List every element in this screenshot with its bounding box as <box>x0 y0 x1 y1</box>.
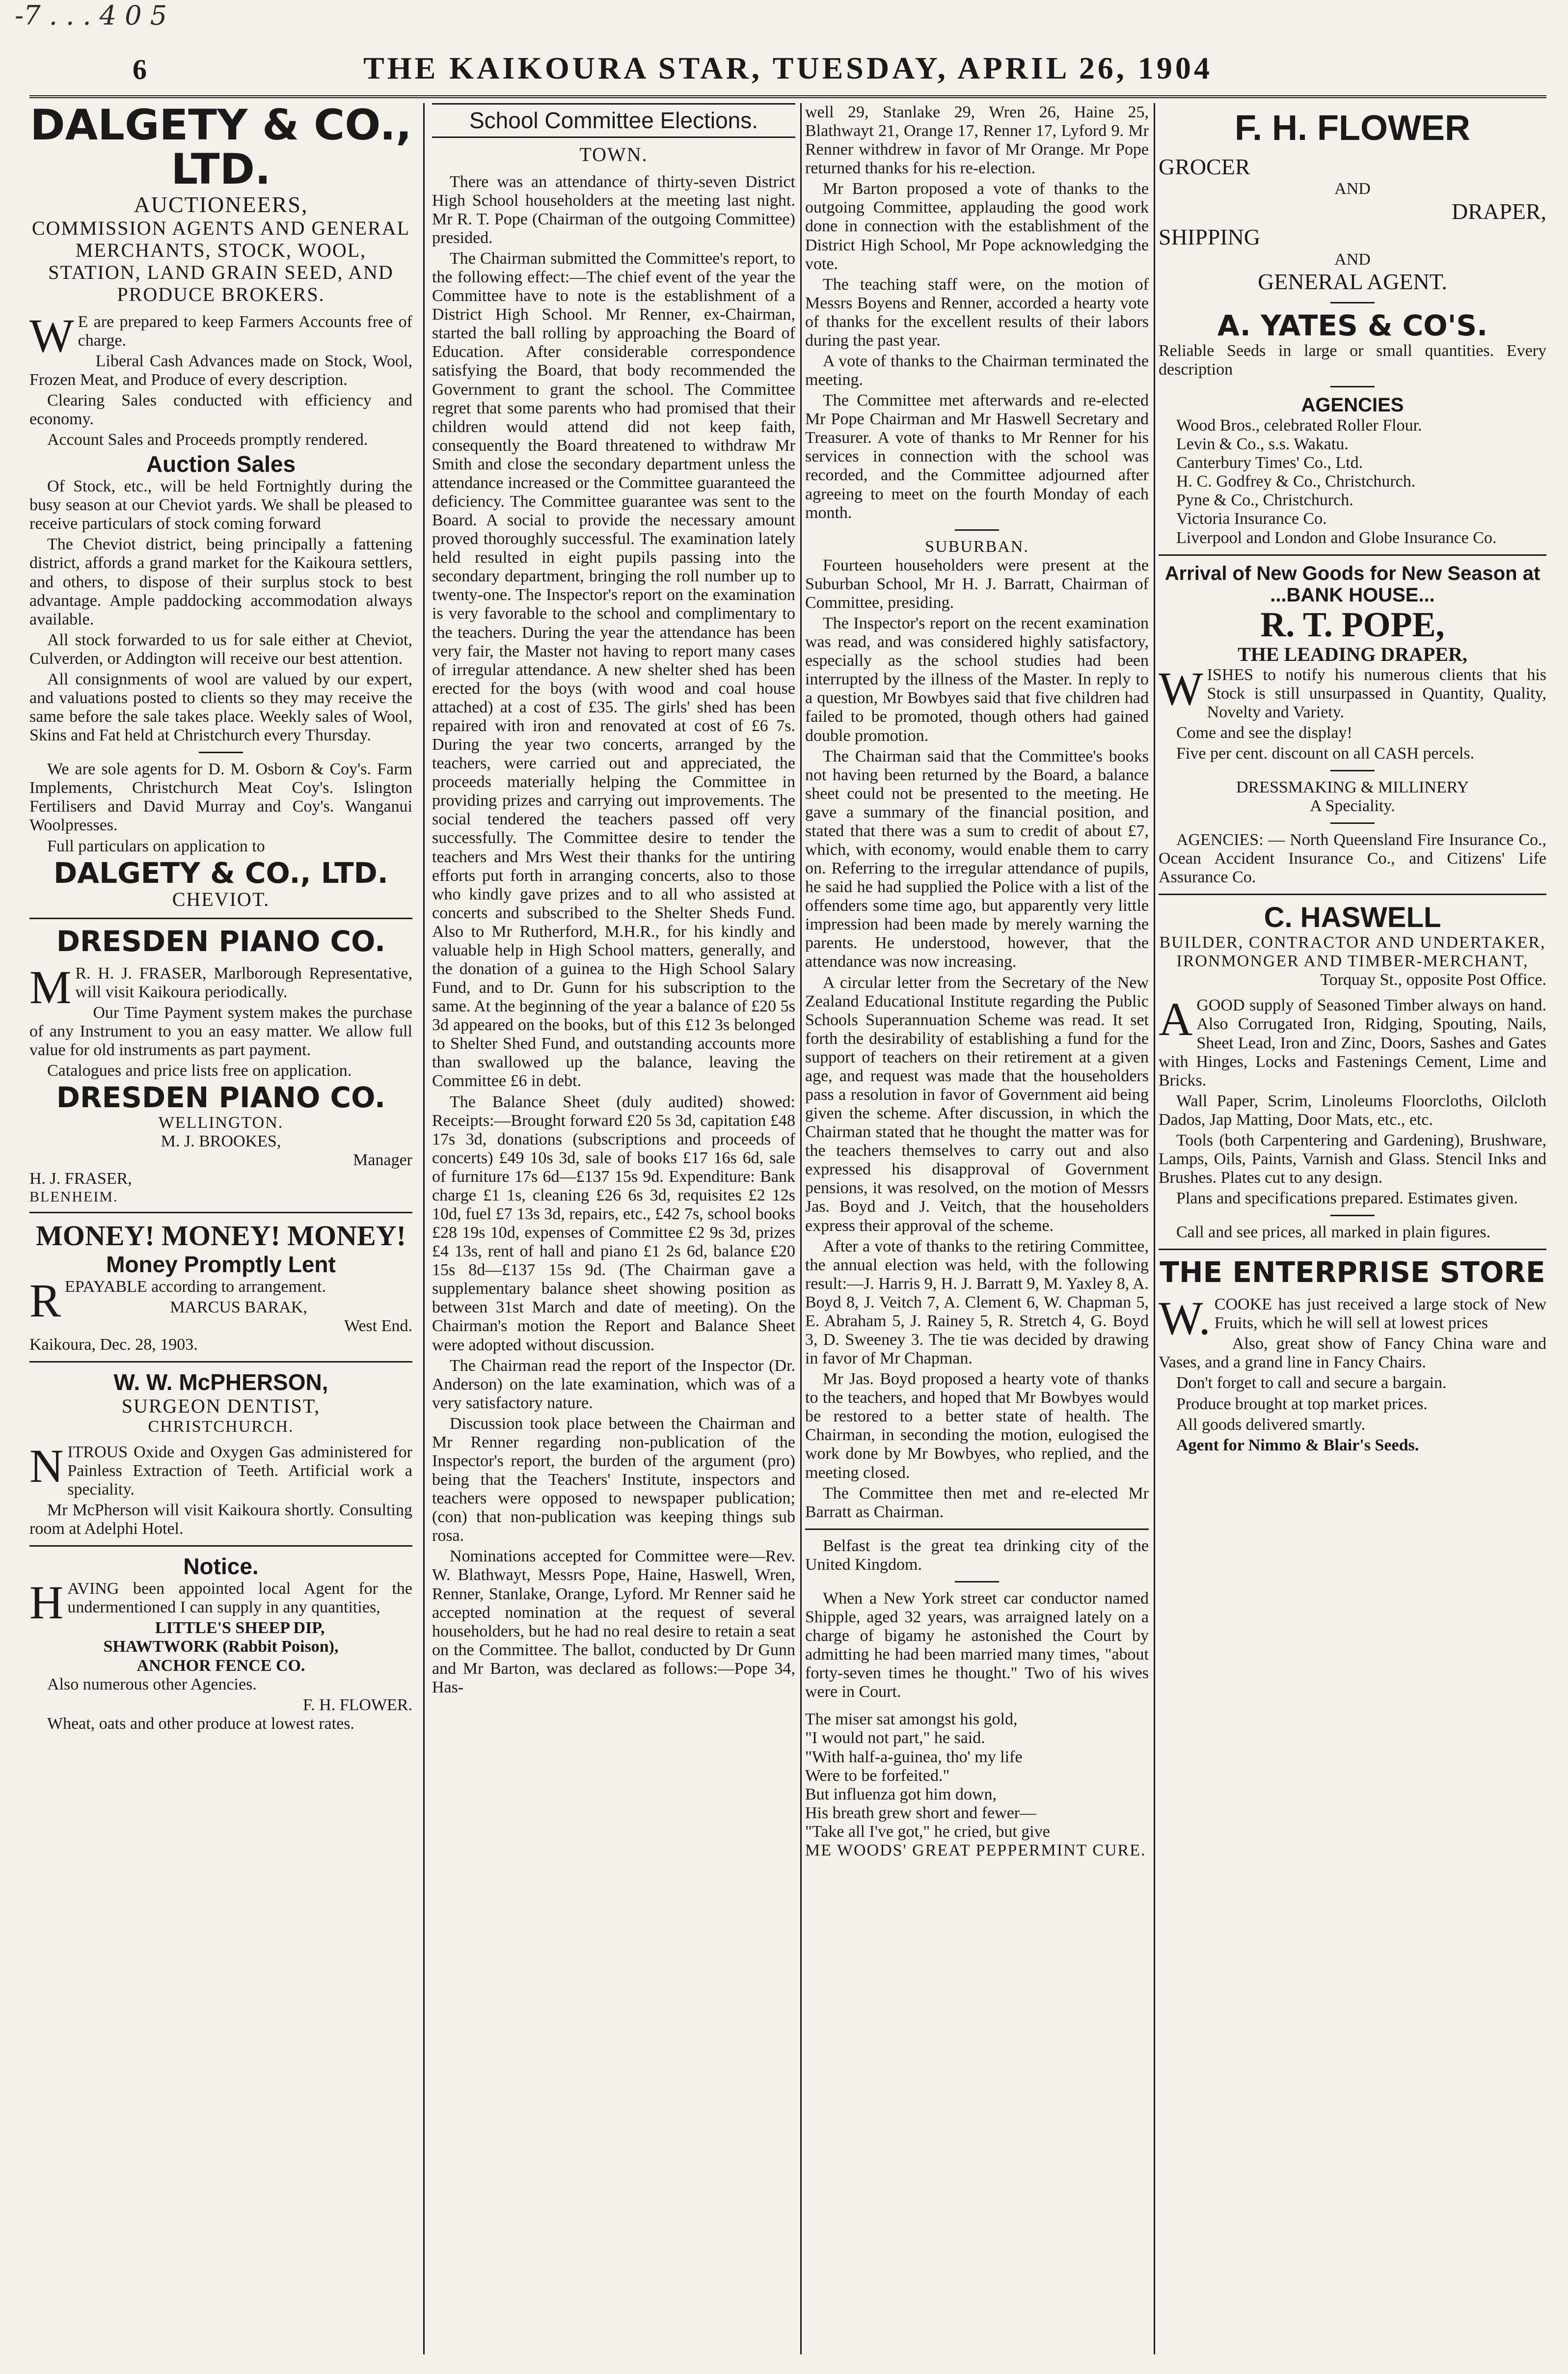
belfast-item: Belfast is the great tea drinking city of the United Kingdom. <box>805 1536 1149 1574</box>
apply-line: Full particulars on application to <box>47 837 265 855</box>
auction-para: All stock forwarded to us for sale either at Cheviot, Culverden, or Addington will receive our best attention. <box>29 630 412 668</box>
flower-line: GROCER <box>1159 154 1250 179</box>
agents-para: We are sole agents for D. M. Osborn & Coy's. Farm Implements, Christchurch Meat Coy's. Islington Fertilisers and David Murray and Coy's. Wanganui Woolpresses. <box>29 760 412 835</box>
flower-line: GENERAL AGENT. <box>1258 269 1447 295</box>
notice-item: SHAWTWORK (Rabbit Poison), <box>103 1637 339 1656</box>
enterprise-para: Agent for Nimmo & Blair's Seeds. <box>1176 1436 1419 1454</box>
flower-line: DRAPER, <box>1452 198 1546 224</box>
money-sub: Money Promptly Lent <box>106 1251 336 1277</box>
article-para: The Chairman said that the Committee's books not having been returned by the Board, a balance sheet could not be presented to the meeting. He gave a summary of the financial position, and stated that there was a sum to credit of about £7, which, with economy, would enable them to carry on. Referring to the irregular attendance of pupils, he said he had supplied the Police with a list of the offenders some time ago, but apparently very little impression had been made by merely warning the parents. He understood, however, that the attendance was now increasing. <box>805 747 1149 971</box>
article-para: well 29, Stanlake 29, Wren 26, Haine 25, Blathwayt 21, Orange 17, Renner 17, Lyford 9. Mr Renner withdrew in favor of Mr Orange. Mr Pope returned thanks for his re-election. <box>805 103 1149 178</box>
mcpherson-title: SURGEON DENTIST, <box>121 1395 321 1418</box>
newyork-item: When a New York street car conductor named Shipple, aged 32 years, was arraigned lately on a charge of bigamy he astonished the Court by admitting he had been married many times, "about forty-seven times he thought." Two of his wives were in Court. <box>805 1589 1149 1701</box>
notice-item: LITTLE'S SHEEP DIP, <box>155 1619 325 1637</box>
auction-heading: Auction Sales <box>146 451 296 477</box>
pope-name: R. T. POPE, <box>1260 605 1445 645</box>
column-divider <box>1154 103 1155 2354</box>
column-1 <box>29 103 412 2359</box>
money-heading: MONEY! MONEY! MONEY! <box>36 1220 406 1252</box>
column-4 <box>1159 103 1546 2359</box>
mcpherson-para: Mr McPherson will visit Kaikoura shortly. Consulting room at Adelphi Hotel. <box>29 1501 412 1538</box>
article-para: A circular letter from the Secretary of the New Zealand Educational Institute regarding the Public Schools Superannuation Scheme was read. It set forth the desirability of establishing a fund for the support of teachers on their retirement at a given age, and request was made that the householders pass a resolution in favor of Government aid being given the scheme. After discussion, in which the Chairman stated that he thought the matter was for the teachers themselves to carry out and also expressed his disapproval of Government pensions, it was resolved, on the motion of Messrs Jas. Boyd and J. Veitch, that the householders express their approval of the scheme. <box>805 973 1149 1235</box>
notice-signature: F. H. FLOWER. <box>302 1695 412 1714</box>
poem-line: Were to be forfeited." <box>805 1766 950 1785</box>
poem-line: "I would not part," he said. <box>805 1729 985 1747</box>
haswell-para: Call and see prices, all marked in plain figures. <box>1176 1223 1491 1242</box>
enterprise-para: Don't forget to call and secure a bargain. <box>1176 1374 1447 1392</box>
article-para: Nominations accepted for Committee were—Rev. W. Blathwayt, Messrs Pope, Haine, Haswell, Wren, Renner, Stanlake, Orange, Lyford. Mr Renner said he accepted nomination at the request of several householders, but he had no real desire to retain a seat on the Committee. The ballot, conducted by Dr Gunn and Mr Barton, was declared as follows:—Pope 34, Has- <box>432 1547 795 1696</box>
article-para: The Inspector's report on the recent examination was read, and was considered highly satisfactory, especially as the school studies had been interrupted by the illness of the Master. In reply to a question, Mr Bowbyes said that five children had failed to be promoted, though others had gained double promotion. <box>805 614 1149 745</box>
dresden-para: MR. H. J. FRASER, Marlborough Representative, will visit Kaikoura periodically. <box>29 960 412 1013</box>
dresden-name-footer: DRESDEN PIANO CO. <box>56 1081 386 1115</box>
agency-item: Pyne & Co., Christchurch. <box>1176 491 1353 510</box>
dresden-para: Catalogues and price lists free on application. <box>47 1062 352 1080</box>
dresden-para: Our Time Payment system makes the purchase of any Instrument to you an easy matter. We allow full value for old instruments as part payment. <box>29 1004 412 1060</box>
article-subheading: SUBURBAN. <box>925 537 1029 556</box>
agency-item: Levin & Co., s.s. Wakatu. <box>1176 435 1349 454</box>
poem-line: "Take all I've got," he cried, but give <box>805 1822 1050 1841</box>
enterprise-para: Also, great show of Fancy China ware and Vases, and a grand line in Fancy Chairs. <box>1159 1335 1546 1372</box>
agency-item: Liverpool and London and Globe Insurance Co. <box>1176 528 1497 547</box>
manager-title: Manager <box>353 1151 412 1170</box>
haswell-line: Torquay St., opposite Post Office. <box>1320 971 1546 989</box>
money-para: REPAYABLE according to arrangement. <box>29 1274 326 1327</box>
enterprise-para: Produce brought at top market prices. <box>1176 1394 1428 1413</box>
flower-line: SHIPPING <box>1159 224 1261 250</box>
article-para: Discussion took place between the Chairman and Mr Renner regarding non-publication of the Inspector's report, the burden of the argument (pro) being that the Teachers' Institute, inspectors and teachers were opposed to newspaper publication; (con) that non-publication was keeping things sub rosa. <box>432 1414 795 1545</box>
article-para: The Committee met afterwards and re-elected Mr Pope Chairman and Mr Haswell Secretary and Treasurer. A vote of thanks to Mr Renner for his services in connection with the school was recorded, and the Committee adjourned after agreeing to meet on the fourth Monday of each month. <box>805 391 1149 522</box>
enterprise-para: W.COOKE has just received a large stock of New Fruits, which he will sell at lowest prices <box>1159 1292 1546 1345</box>
article-para: There was an attendance of thirty-seven District High School householders at the meeting last night. Mr R. T. Pope (Chairman of the outgoing Committee) presided. <box>432 172 795 247</box>
auction-para: Of Stock, etc., will be held Fortnightly during the busy season at our Cheviot yards. We shall be pleased to receive particulars of stock coming forward <box>29 477 412 533</box>
article-para: The Committee then met and re-elected Mr Barratt as Chairman. <box>805 1484 1149 1521</box>
flower-line: AND <box>1334 250 1371 269</box>
poem-line: But influenza got him down, <box>805 1785 997 1803</box>
money-sig-name: MARCUS BARAK, <box>170 1298 307 1316</box>
dalgety-name-footer: DALGETY & CO., LTD. <box>54 856 388 890</box>
notice-item: ANCHOR FENCE CO. <box>136 1656 305 1675</box>
article-para: The Chairman submitted the Committee's report, to the following effect:—The chief event of the year the Committee have to note is the establishment of a District High School. Mr Renner, ex-Chairman, started the ball rolling by approaching the Board of Education. After considerable correspondence satisfying the Board, that body recommended the Government to grant the school. The Committee regret that some parents who had promised that their children would attend did not keep faith, consequently the Board threatened to withdraw Mr Smith and close the secondary department unless the attendance increased or the Committee guaranteed the deficiency. The Committee guarantee was sent to the Board. A social to provide the necessary amount proved thoroughly successful. The examination lately held resulted in eight pupils passing into the secondary department, bringing the roll number up to twenty-one. The Inspector's report on the examination is very favorable to the school and complimentary to the teachers. During the year the attendance has been very fair, the Master not having to report many cases of irregular attendance. A new shelter shed has been erected for the boys (with wood and coal house attached) at a cost of £35. The girls' shed has been repaired with iron and renovated at cost of £6 7s. During the year two concerts, arranged by the teachers, were carried out and appreciated, the proceeds materially helping the Committee in providing prizes and carrying out improvements. The social tendered the teachers passed off very successfully. The Committee desire to tender the teachers and Mrs West their thanks for the untiring efforts put forth in arranging concerts, also to those who kindly gave prizes and to all who assisted at concerts and subscribed to the Shelter Sheds Fund. Also to Mr Rutherford, M.H.R., for his kindly and valuable help in High School matters, generally, and the donation of a guinea to the High School Salary Fund, and to Dr. Gunn for his subscription to the same. At the beginning of the year a balance of £20 5s 3d appeared on the books, but of this £12 3s belonged to Shelter Shed Fund, and outstanding accounts more than swallowed up the balance, leaving the Committee £6 in debt. <box>432 249 795 1091</box>
haswell-para: Plans and specifications prepared. Estimates given. <box>1176 1189 1518 1208</box>
haswell-para: Wall Paper, Scrim, Linoleums Floorcloths, Oilcloth Dados, Jap Matting, Door Mats, etc., etc. <box>1159 1091 1546 1129</box>
agencies-heading: AGENCIES <box>1301 394 1404 416</box>
notice-heading: Notice. <box>183 1554 259 1580</box>
money-sig-place: West End. <box>344 1317 412 1335</box>
enterprise-para: All goods delivered smartly. <box>1176 1415 1365 1434</box>
pope-tagline: THE LEADING DRAPER, <box>1238 643 1467 665</box>
pope-dress: DRESSMAKING & MILLINERY <box>1236 778 1469 796</box>
column-divider <box>423 103 425 2354</box>
column-divider <box>800 103 802 2354</box>
haswell-line: BUILDER, CONTRACTOR AND UNDERTAKER, <box>1159 933 1546 952</box>
article-heading: School Committee Elections. <box>432 103 795 138</box>
notice-para: Also numerous other Agencies. <box>47 1675 257 1693</box>
rep-name: H. J. FRASER, <box>29 1170 132 1188</box>
article-para: Mr Barton proposed a vote of thanks to the outgoing Committee, applauding the good work done in connection with the establishment of the District High School, Mr Pope acknowledging the vote. <box>805 180 1149 273</box>
masthead <box>29 39 1546 98</box>
poem-line: ME WOODS' GREAT PEPPERMINT CURE. <box>805 1841 1146 1859</box>
article-para: Mr Jas. Boyd proposed a hearty vote of thanks to the teachers, and hoped that Mr Bowbyes would be restored to a better state of health. The Chairman, in seconding the motion, eulogised the work done by Mr Bowbyes, who replied, and the meeting closed. <box>805 1370 1149 1482</box>
pope-para: WISHES to notify his numerous clients that his Stock is still unsurpassed in Quantity, Quality, Novelty and Variety. <box>1159 662 1546 721</box>
column-3 <box>805 103 1149 2359</box>
dresden-place: WELLINGTON. <box>158 1114 284 1132</box>
yates-name: A. YATES & CO'S. <box>1217 309 1488 343</box>
agency-item: H. C. Godfrey & Co., Christchurch. <box>1176 472 1416 491</box>
enterprise-name: THE ENTERPRISE STORE <box>1160 1255 1545 1289</box>
haswell-line: IRONMONGER AND TIMBER-MERCHANT, <box>1176 952 1529 971</box>
dresden-name: DRESDEN PIANO CO. <box>56 925 386 958</box>
dalgety-desc: COMMISSION AGENTS AND GENERAL MERCHANTS, STOCK, WOOL, STATION, LAND GRAIN SEED, AND PRODUCE BROKERS. <box>31 217 410 305</box>
column-2 <box>432 103 795 2359</box>
notice-para: HAVING been appointed local Agent for the undermentioned I can supply in any quantities, <box>29 1576 412 1629</box>
money-date: Kaikoura, Dec. 28, 1903. <box>29 1336 198 1354</box>
flower-line: AND <box>1334 180 1371 198</box>
dalgety-para: WE are prepared to keep Farmers Accounts free of charge. <box>29 309 412 362</box>
article-subheading: TOWN. <box>579 143 648 165</box>
article-para: The Balance Sheet (duly audited) showed: Receipts:—Brought forward £20 5s 3d, capitation £48 17s 3d, donations (subscriptions and proceeds of concerts) £49 10s 3d, sale of books £17 16s 6d, sale of furniture 17s 6d—£137 15s 9d. Expenditure: Bank charge £1 1s, cleaning £26 6s 3d, requisites £2 12s 10d, fuel £7 13s 3d, repairs, etc., £42 7s, school books £28 19s 10d, expenses of Committee £2 9s 3d, prizes £4 13s, rent of hall and piano £1 2s 6d, balance £20 15s 8d—£137 15s 9d. (The Chairman gave a supplementary balance sheet showing position as between 31st March and date of meeting). On the Chairman's motion the Report and Balance Sheet were adopted without discussion. <box>432 1092 795 1354</box>
article-para: The teaching staff were, on the motion of Messrs Boyens and Renner, accorded a hearty vote of thanks for the excellent results of their labors during the past year. <box>805 275 1149 350</box>
mcpherson-place: CHRISTCHURCH. <box>148 1417 294 1436</box>
haswell-para: Tools (both Carpentering and Gardening), Brushware, Lamps, Oils, Paints, Varnish and Glass. Stencil Inks and Brushes. Plates cut to any design. <box>1159 1131 1546 1187</box>
flower-name: F. H. FLOWER <box>1235 109 1470 148</box>
dalgety-para: Liberal Cash Advances made on Stock, Wool, Frozen Meat, and Produce of every description. <box>29 352 412 389</box>
handwritten-annotation: -7 . . . 4 0 5 <box>15 0 167 31</box>
pope-para: Come and see the display! <box>1176 723 1352 742</box>
dalgety-para: Clearing Sales conducted with efficiency and economy. <box>29 391 412 429</box>
pope-agencies: AGENCIES: — North Queensland Fire Insurance Co., Ocean Accident Insurance Co., and Citizens' Life Assurance Co. <box>1159 831 1546 887</box>
haswell-para: AGOOD supply of Seasoned Timber always on hand. Also Corrugated Iron, Ridging, Spouting, Nails, Sheet Lead, Iron and Zinc, Doors, Sashes and Gates with Hinges, Locks and Fastenings Cement, Lime and Bricks. <box>1159 993 1546 1090</box>
mcpherson-para: NITROUS Oxide and Oxygen Gas administered for Painless Extraction of Teeth. Artificial work a speciality. <box>29 1439 412 1499</box>
article-para: After a vote of thanks to the retiring Committee, the annual election was held, with the following result:—J. Harris 9, H. J. Barratt 9, M. Yaxley 8, A. Boyd 8, J. Veitch 7, A. Clement 6, W. Chapman 5, E. Abraham 5, J. Rainey 5, R. Stretch 4, G. Boyd 3, D. Sweeney 3. The tie was decided by drawing in favor of Mr Chapman. <box>805 1237 1149 1368</box>
pope-speciality: A Speciality. <box>1310 797 1395 816</box>
article-para: A vote of thanks to the Chairman terminated the meeting. <box>805 352 1149 389</box>
haswell-name: C. HASWELL <box>1264 901 1441 934</box>
auction-para: All consignments of wool are valued by our expert, and valuations posted to clients so they may receive the same before the sale takes place. Weekly sales of Wool, Skins and Fat held at Christchurch every Thursday. <box>29 670 412 745</box>
dalgety-place: CHEVIOT. <box>172 888 270 911</box>
manager-name: M. J. BROOKES, <box>161 1132 281 1151</box>
dalgety-role: AUCTIONEERS, <box>134 191 308 217</box>
pope-bank: ...BANK HOUSE... <box>1270 584 1435 606</box>
poem-line: The miser sat amongst his gold, <box>805 1710 1018 1729</box>
rep-place: BLENHEIM. <box>29 1188 118 1205</box>
newspaper-title: THE KAIKOURA STAR, TUESDAY, APRIL 26, 1904 <box>363 51 1213 85</box>
dalgety-para: Account Sales and Proceeds promptly rendered. <box>47 431 368 449</box>
agency-item: Canterbury Times' Co., Ltd. <box>1176 454 1363 472</box>
mcpherson-name: W. W. McPHERSON, <box>113 1369 328 1395</box>
auction-para: The Cheviot district, being principally a fattening district, affords a grand market for the Kaikoura settlers, and others, to dispose of their surplus stock to best advantage. Ample paddocking accommodation always available. <box>29 535 412 628</box>
pope-arrival: Arrival of New Goods for New Season at <box>1164 562 1541 584</box>
dalgety-name: DALGETY & CO., LTD. <box>30 103 412 194</box>
notice-para: Wheat, oats and other produce at lowest rates. <box>47 1714 354 1733</box>
poem-line: "With half-a-guinea, tho' my life <box>805 1747 1023 1766</box>
agency-item: Wood Bros., celebrated Roller Flour. <box>1176 416 1422 435</box>
article-para: The Chairman read the report of the Inspector (Dr. Anderson) on the late examination, which was of a very satisfactory nature. <box>432 1356 795 1412</box>
pope-para: Five per cent. discount on all CASH percels. <box>1176 744 1475 763</box>
poem-line: His breath grew short and fewer— <box>805 1803 1037 1822</box>
page-number: 6 <box>133 54 147 85</box>
agency-item: Victoria Insurance Co. <box>1176 510 1327 528</box>
article-para: Fourteen householders were present at the Suburban School, Mr H. J. Barratt, Chairman of Committee, presiding. <box>805 556 1149 612</box>
yates-para: Reliable Seeds in large or small quantities. Every description <box>1159 342 1546 379</box>
